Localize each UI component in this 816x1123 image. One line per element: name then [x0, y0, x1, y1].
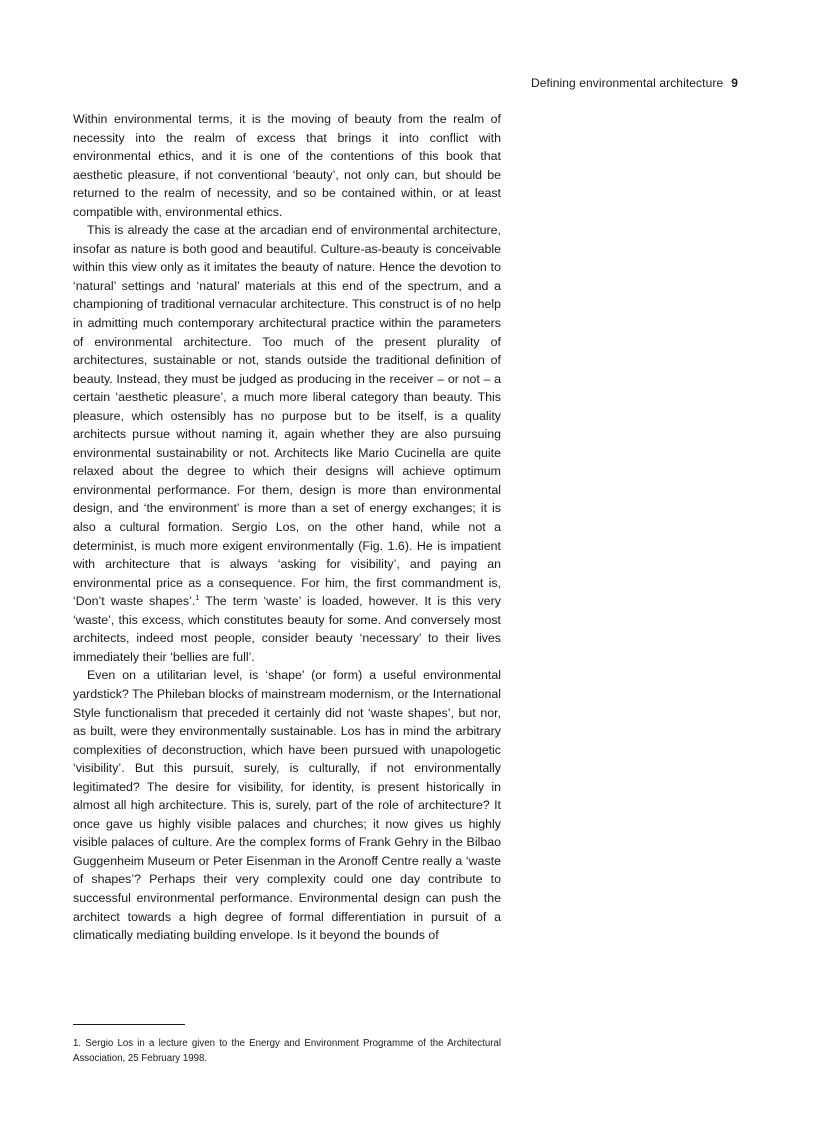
- paragraph-2-after-note: The term ‘waste’ is loaded, however. It is this very ‘waste’, this excess, which constitutes beauty for some. And conversely most architects, indeed most people, consider beauty ‘necessary’ to their lives immediately their ‘bellies are full’.: [73, 594, 501, 664]
- body-text: [73, 110, 501, 945]
- footnote-1: 1. Sergio Los in a lecture given to the Energy and Environment Programme of the Architectural Association, 25 February 1998.: [73, 1038, 501, 1064]
- footnote-divider: [73, 1024, 185, 1025]
- paragraph-3: Even on a utilitarian level, is ‘shape’ (or form) a useful environmental yardstick? The Phileban blocks of mainstream modernism, or the International Style functionalism that preceded it certainly did not ‘waste shapes’, but nor, as built, were they environmentally sustainable. Los has in mind the arbitrary complexities of deconstruction, which have been pursued with unapologetic ‘visibility’. But this pursuit, surely, is culturally, if not environmentally legitimated? The desire for visibility, for identity, is present historically in almost all high architecture. This is, surely, part of the role of architecture? It once gave us highly visible palaces and churches; it now gives us highly visible palaces of culture. Are the complex forms of Frank Gehry in the Bilbao Guggenheim Museum or Peter Eisenman in the Aronoff Centre really a ‘waste of shapes’? Perhaps their very complexity could one day contribute to successful environmental performance. Environmental design can push the architect towards a high degree of formal differentiation in pursuit of a climatically mediating building envelope. Is it beyond the bounds of: [73, 668, 501, 943]
- page-number: 9: [731, 76, 738, 90]
- running-title: Defining environmental architecture: [530, 76, 724, 90]
- paragraph-2-before-note: This is already the case at the arcadian end of environmental architecture, insofar as nature is both good and beautiful. Culture-as-beauty is conceivable within this view only as it imitates the beauty of nature. Hence the devotion to ‘natural’ settings and ‘natural’ materials at this end of the spectrum, and a championing of traditional vernacular architecture. This construct is of no help in admitting much contemporary architectural practice within the parameters of environmental architecture. Too much of the present plurality of architectures, sustainable or not, stands outside the traditional definition of beauty. Instead, they must be judged as producing in the receiver – or not – a certain ‘aesthetic pleasure’, a much more liberal category than beauty. This pleasure, which ostensibly has no purpose but to be itself, is a quality architects pursue without naming it, again whether they are also pursuing environmental sustainability or not. Architects like Mario Cucinella are quite relaxed about the degree to which their designs will achieve optimum environmental performance. For them, design is more than environmental design, and ‘the environment’ is more than a set of energy exchanges; it is also a cultural formation. Sergio Los, on the other hand, while not a determinist, is much more exigent environmentally (Fig. 1.6). He is impatient with architecture that is always ‘asking for visibility’, and paying an environmental price as a consequence. For him, the first commandment is, ‘Don’t waste shapes’.: [73, 223, 501, 609]
- running-head: [531, 76, 738, 90]
- paragraph-1: Within environmental terms, it is the moving of beauty from the realm of necessity into the realm of excess that brings it into conflict with environmental ethics, and it is one of the contentions of this book that aesthetic pleasure, if not conventional ‘beauty’, not only can, but should be returned to the realm of necessity, and so be contained within, or at least compatible with, environmental ethics.: [73, 112, 501, 219]
- footnote-reference: 1: [195, 593, 200, 603]
- paragraph-2: [73, 221, 501, 666]
